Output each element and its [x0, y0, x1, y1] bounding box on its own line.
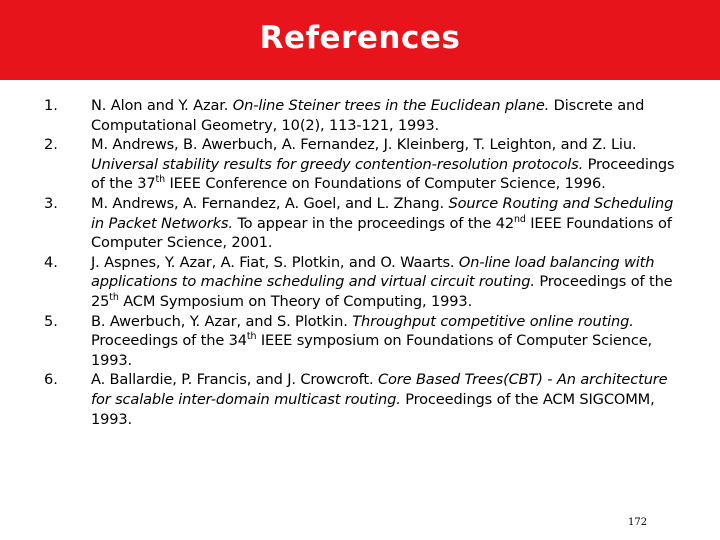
reference-item: [0, 253, 720, 312]
reference-segment: Discrete and Computational Geometry, 10(2), 113-121, 1993.: [91, 97, 645, 134]
reference-list: [0, 96, 720, 429]
title-bar: [0, 0, 720, 80]
reference-segment: IEEE symposium on Foundations of Computer Science, 1993.: [91, 332, 653, 369]
reference-segment: B. Awerbuch, Y. Azar, and S. Plotkin.: [91, 312, 353, 330]
reference-item: [0, 135, 720, 194]
ordinal-suffix: th: [155, 174, 165, 186]
reference-segment: Proceedings of the 37: [91, 155, 675, 193]
reference-title: Universal stability results for greedy contention-resolution protocols.: [91, 155, 584, 173]
reference-segment: To appear in the proceedings of the 42: [232, 214, 514, 232]
reference-segment: N. Alon and Y. Azar.: [91, 97, 233, 114]
reference-segment: Proceedings of the ACM SIGCOMM, 1993.: [91, 390, 655, 428]
reference-segment: Proceedings of the 25: [91, 273, 673, 310]
reference-title: Core Based Trees(CBT) - An architecture for scalable inter-domain multicast routing.: [91, 371, 668, 408]
reference-number: 1.: [44, 97, 58, 114]
reference-item: [0, 194, 720, 253]
reference-segment: Proceedings of the 34: [91, 332, 247, 350]
ordinal-suffix: th: [246, 331, 257, 343]
reference-text: [91, 135, 676, 194]
reference-title: Throughput competitive online routing.: [352, 312, 634, 330]
reference-title: Source Routing and Scheduling in Packet Networks.: [91, 194, 674, 232]
reference-item: [0, 312, 720, 371]
reference-number: 3.: [44, 194, 58, 212]
reference-number: 6.: [44, 371, 58, 389]
reference-text: [91, 370, 676, 429]
reference-item: [0, 370, 720, 429]
reference-title: On-line load balancing with applications to machine scheduling and virtual circuit routing.: [91, 253, 655, 291]
slide-title: References: [259, 20, 461, 56]
reference-item: [0, 96, 720, 135]
reference-segment: M. Andrews, A. Fernandez, A. Goel, and L. Zhang.: [91, 194, 449, 212]
reference-segment: IEEE Conference on Foundations of Computer Science, 1996.: [164, 175, 606, 193]
page-number: 172: [628, 517, 648, 528]
reference-segment: IEEE Foundations of Computer Science, 2001.: [91, 214, 672, 252]
ordinal-suffix: th: [109, 291, 119, 303]
reference-number: 4.: [44, 253, 58, 271]
reference-title: On-line Steiner trees in the Euclidean plane.: [232, 97, 550, 114]
reference-segment: A. Ballardie, P. Francis, and J. Crowcroft.: [91, 371, 378, 389]
reference-text: [91, 312, 676, 371]
reference-text: [91, 194, 676, 253]
reference-segment: M. Andrews, B. Awerbuch, A. Fernandez, J. Kleinberg, T. Leighton, and Z. Liu.: [91, 136, 637, 154]
reference-segment: ACM Symposium on Theory of Computing, 1993.: [118, 292, 473, 310]
ordinal-suffix: nd: [513, 213, 526, 225]
reference-segment: J. Aspnes, Y. Azar, A. Fiat, S. Plotkin, and O. Waarts.: [91, 253, 459, 271]
reference-number: 2.: [44, 136, 58, 154]
reference-text: [91, 253, 676, 312]
reference-text: [91, 96, 676, 135]
reference-number: 5.: [44, 312, 58, 330]
